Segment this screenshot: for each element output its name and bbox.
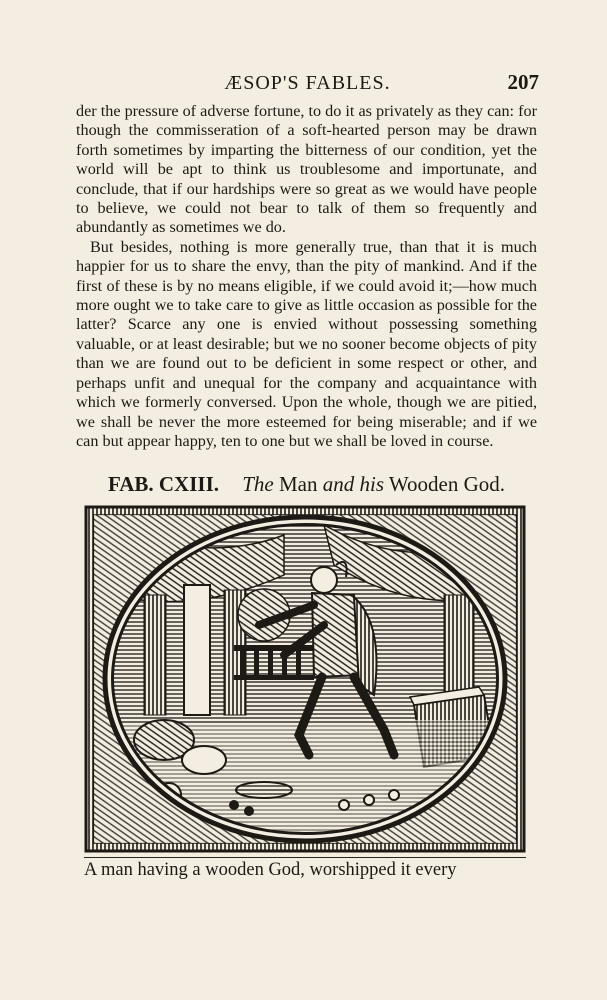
fable-number: FAB. CXIII.: [107, 472, 219, 496]
running-head: [76, 70, 539, 94]
caption-rule: [84, 857, 526, 858]
running-title: ÆSOP'S FABLES.: [224, 72, 391, 94]
fable-heading: [76, 472, 537, 497]
fable-caption: A man having a wooden God, worshipped it every: [84, 860, 457, 880]
paragraph-continuation: der the pressure of adverse fortune, to do it as privately as they can: for though the commisseration of a soft-hearted person may be drawn forth sometimes by imparting the bitterness of our condition, yet the world will be apt to think us troublesome and importunate, and conclude, that if our hardships were so great as we would have people to believe, we could not bear to talk of them so frequently and abundantly as sometimes we do.: [76, 102, 537, 237]
paragraph-moral: But besides, nothing is more generally true, than that it is much happier for us to share the envy, than the pity of mankind. And if the first of these is by no means eligible, if we could avoid it;—how much more ought we to take care to give as little occasion as possible for the latter? Scarce any one is envied without possessing something valuable, or at least desirable; but we no sooner become objects of pity than we are found out to be deficient in some respect or other, and perhaps unfit and unequal for the company and acquaintance with which we formerly conversed. Upon the whole, though we are pitied, we shall be never the more esteemed for being miserable; and if we can but appear happy, ten to one but we shall be loved in course.: [76, 237, 537, 450]
fable-title-man: Man: [279, 472, 318, 496]
fable-title-article: The: [242, 472, 274, 496]
body-text: [76, 102, 537, 451]
fable-title-god: Wooden God.: [388, 472, 506, 496]
page-number: 207: [507, 70, 539, 94]
woodcut-illustration: [84, 505, 526, 853]
fable-title-conj: and his: [322, 472, 385, 496]
